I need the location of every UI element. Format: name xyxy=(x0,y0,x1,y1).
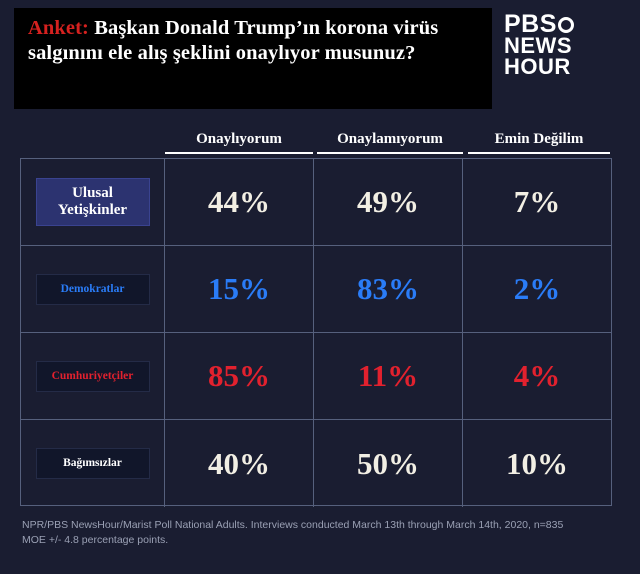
column-header-unsure: Emin Değilim xyxy=(468,126,610,154)
row-label-republicans xyxy=(21,333,165,419)
row-label-chip: Ulusal Yetişkinler xyxy=(36,178,150,226)
cell-democrats-disapprove: 83% xyxy=(314,246,463,332)
table-row xyxy=(21,333,611,420)
table-row xyxy=(21,159,611,246)
row-label-independents xyxy=(21,420,165,507)
column-header-approve: Onaylıyorum xyxy=(165,126,313,154)
source-footnote: NPR/PBS NewsHour/Marist Poll National Adults. Interviews conducted March 13th through March 14th, 2020, n=835 MOE +/- 4.8 percentage points. xyxy=(22,519,564,546)
table-column-headers xyxy=(165,126,610,154)
cell-republicans-unsure: 4% xyxy=(513,358,561,393)
cell-national-unsure: 7% xyxy=(513,184,561,219)
headline-kicker: Anket: xyxy=(28,17,89,39)
logo-news-text: NEWS xyxy=(504,33,572,58)
cell-republicans-approve: 85% xyxy=(165,333,314,419)
headline-text: Başkan Donald Trump’ın korona virüs salgınını ele alış şeklini onaylıyor musunuz? xyxy=(28,17,439,64)
row-label-democrats xyxy=(21,246,165,332)
cell-independents-disapprove: 50% xyxy=(314,420,463,507)
row-label-chip: Cumhuriyetçiler xyxy=(36,361,150,392)
cell-national-disapprove: 49% xyxy=(314,159,463,245)
pbs-newshour-logo xyxy=(504,10,626,79)
column-header-disapprove: Onaylamıyorum xyxy=(317,126,463,154)
cell-democrats-unsure: 2% xyxy=(513,271,561,306)
row-label-chip: Bağımsızlar xyxy=(36,448,150,479)
cell-independents-approve: 40% xyxy=(165,420,314,507)
row-label-chip: Demokratlar xyxy=(36,274,150,305)
cell-national-approve: 44% xyxy=(165,159,314,245)
logo-line-1 xyxy=(504,10,626,38)
table-row xyxy=(21,246,611,333)
poll-results-table xyxy=(20,158,612,506)
logo-pbs-text: PBS xyxy=(504,10,557,38)
header-band xyxy=(14,8,492,109)
page-title xyxy=(28,16,480,66)
logo-hour-text: HOUR xyxy=(504,54,571,79)
cell-independents-unsure: 10% xyxy=(506,445,568,481)
pbs-circle-icon xyxy=(558,17,574,33)
cell-republicans-disapprove: 11% xyxy=(314,333,463,419)
cell-democrats-approve: 15% xyxy=(165,246,314,332)
table-row xyxy=(21,420,611,507)
row-label-national xyxy=(21,159,165,245)
